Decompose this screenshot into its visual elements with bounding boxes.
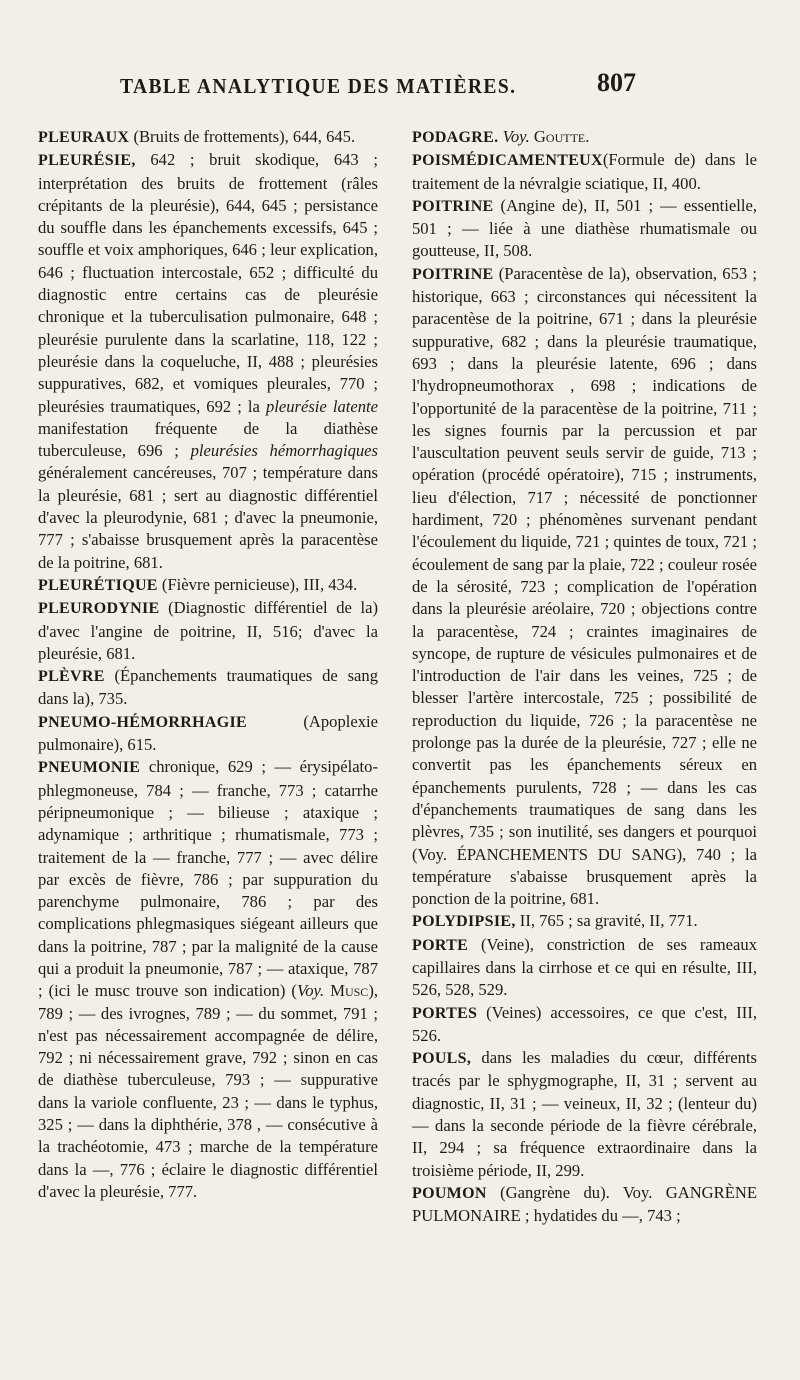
- index-entry: [38, 597, 378, 665]
- entry-text: manifestation fréquente de la diathèse tuberculeuse, 696 ;: [38, 418, 378, 461]
- index-entry: [412, 1002, 757, 1048]
- entry-headword: POUMON: [412, 1184, 487, 1202]
- entry-headword: PNEUMONIE: [38, 759, 141, 777]
- entry-headword: PLEURODYNIE: [38, 600, 160, 618]
- entry-text: (Épanchements traumatiques de sang dans la), 735.: [38, 666, 378, 709]
- entry-text: .: [585, 127, 590, 146]
- right-column: [412, 126, 757, 1228]
- entry-text: II, 765 ; sa gravité, II, 771.: [515, 911, 698, 931]
- page-header: [0, 68, 800, 114]
- index-entry: [412, 1047, 757, 1182]
- entry-text: dans les maladies du cœur, différents tracés par le sphygmographe, II, 31 ; servent au diagnostic, II, 31 ; — veineux, II, 32 ; (lenteur du) — dans la seconde période de la fièvre cérébrale, II, 294 ; sa fréquence extraordinaire dans la troisième période, II, 299.: [412, 1048, 757, 1180]
- index-entry: [38, 574, 378, 597]
- index-entry: [38, 711, 378, 757]
- entry-headword: PLÈVRE: [38, 668, 105, 686]
- index-entry: [412, 934, 757, 1002]
- entry-headword: PORTES: [412, 1004, 478, 1022]
- entry-headword: PODAGRE.: [412, 129, 499, 146]
- entry-headword: PLEURAUX: [38, 129, 130, 146]
- entry-text: (Fièvre pernicieuse), III, 434.: [157, 574, 358, 594]
- index-entry: [412, 195, 757, 263]
- entry-text: (Angine de), II, 501 ; — essentielle, 501 ; — liée à une diathèse rhumatismale ou goutteuse, II, 508.: [412, 195, 757, 261]
- index-entry: [38, 665, 378, 711]
- index-entry: [412, 149, 757, 195]
- index-entry: [38, 126, 378, 149]
- entry-text: (Paracentèse de la), observation, 653 ; historique, 663 ; circonstances qui nécessitent la paracentèse de la poitrine, 671 ; dans la pleurésie suppurative, 682 ; dans la pleurésie traumatique, 693 ; dans la pleurésie latente, 696 ; dans l'hydropneumothorax , 698 ; indications de l'opportunité de la paracentèse de la poitrine, 711 ; les signes fournis par la percussion et par l'auscultation peuvent seuls servir de guide, 713 ; opération (procédé opératoire), 715 ; instruments, lieu d'élection, 717 ; nécessité de ponctionner hardiment, 720 ; phénomènes survenant pendant l'écoulement du liquide, 721 ; quintes de toux, 721 ; écoulement de sang par la plaie, 722 ; couleur rosée de la sérosité, 723 ; complication de l'opération dans la pleurésie aréolaire, 720 ; objections contre la paracentèse, 724 ; craintes imaginaires de syncope, de rupture de vésicules pulmonaires et de l'introduction de l'air dans les veines, 725 ; de blesser l'artère intercostale, 725 ; possibilité de reproduction du liquide, 726 ; la paracentèse ne prolonge pas la durée de la pleurésie, 727 ; elle ne convertit pas les épanchements séreux en épanchements purulents, 728 ; — dans les cas d'épanchements traumatiques de sang dans les plèvres, 735 ; son inutilité, ses dangers et pourquoi (Voy. ÉPANCHEMENTS DU SANG), 740 ; la température s'abaisse brusquement après la ponction de la poitrine, 681.: [412, 263, 757, 909]
- entry-headword: PLEURÉTIQUE: [38, 576, 158, 594]
- entry-headword: PNEUMO-HÉMORRHAGIE: [38, 713, 247, 731]
- entry-text: pleurésie latente: [265, 396, 378, 416]
- entry-headword: POULS,: [412, 1050, 472, 1068]
- entry-headword: PLEURÉSIE,: [38, 152, 136, 170]
- entry-text: Voy.: [502, 127, 530, 146]
- entry-text: (Gangrène du). Voy. GANGRÈNE PULMONAIRE ; hydatides du —, 743 ;: [412, 1182, 757, 1226]
- entry-headword: POLYDIPSIE,: [412, 913, 516, 931]
- entry-text: chronique, 629 ; — érysipélato-phlegmoneuse, 784 ; — franche, 773 ; catarrhe péripneumonique ; — bilieuse ; ataxique ; adynamique ; arthritique ; rhumatismale, 773 ; traitement de la — franche, 777 ; — avec délire par excès de fièvre, 786 ; par suppuration du parenchyme pulmonaire, 786 ; par des complications phlegmasiques siégeant ailleurs que dans la poitrine, 787 ; par la malignité de la cause qui a produit la pneumonie, 787 ; — ataxique, 787 ; (ici le musc trouve son indication) (: [38, 757, 378, 1001]
- entry-text: (Veine), constriction de ses rameaux capillaires dans la cirrhose et ce qui en résulte, III, 526, 528, 529.: [412, 934, 757, 1000]
- entry-text: (Diagnostic différentiel de la) d'avec l'angine de poitrine, II, 516; d'avec la pleurésie, 681.: [38, 598, 378, 663]
- index-entry: [412, 910, 757, 933]
- index-entry: [38, 756, 378, 1203]
- entry-text: Voy.: [296, 981, 325, 1001]
- entry-text: (Formule de) dans le traitement de la névralgie sciatique, II, 400.: [412, 150, 757, 193]
- entry-headword: POISMÉDICAMENTEUX: [412, 152, 603, 170]
- entry-text: Musc: [330, 981, 369, 1001]
- left-column: [38, 126, 378, 1203]
- index-entry: [412, 126, 757, 149]
- entry-text: 642 ; bruit skodique, 643 ; interprétation des bruits de frottement (râles crépitants de la pleurésie), 644, 645 ; persistance du souffle dans les épanchements excessifs, 645 ; souffle et voix amphoriques, 646 ; leur explication, 646 ; fluctuation intercostale, 652 ; difficulté du diagnostic entre certains cas de pleurésie chronique et la tuberculisation pulmonaire, 648 ; pleurésie purulente dans la scarlatine, 118, 122 ; pleurésie dans la coqueluche, II, 488 ; pleurésies suppuratives, 682, et vomiques pleurales, 770 ; pleurésies traumatiques, 692 ; la: [38, 150, 378, 416]
- index-entry: [412, 263, 757, 911]
- entry-text: (Veines) accessoires, ce que c'est, III, 526.: [412, 1002, 757, 1045]
- entry-text: Goutte: [533, 127, 586, 146]
- entry-text: (Bruits de frottements), 644, 645.: [129, 127, 356, 146]
- entry-text: (Apoplexie pulmonaire), 615.: [38, 711, 378, 755]
- entry-text: ), 789 ; — des ivrognes, 789 ; — du sommet, 791 ; n'est pas nécessairement accompagnée de délire, 792 ; ni nécessairement grave, 792 ; sinon en cas de diathèse tuberculeuse, 793 ; — suppurative dans la variole confluente, 23 ; — dans le typhus, 325 ; — dans la diphthérie, 378 , — consécutive à la trachéotomie, 473 ; marche de la température dans la —, 776 ; éclaire le diagnostic différentiel d'avec la pleurésie, 777.: [38, 981, 378, 1201]
- entry-headword: PORTE: [412, 936, 469, 954]
- entry-text: pleurésies hémorrhagiques: [190, 441, 379, 461]
- page-number: 807: [597, 68, 636, 97]
- running-title: TABLE ANALYTIQUE DES MATIÈRES.: [120, 74, 517, 98]
- index-entry: [38, 149, 378, 574]
- entry-text: généralement cancéreuses, 707 ; température dans la pleurésie, 681 ; sert au diagnostic différentiel d'avec la pleurodynie, 681 ; d'avec la pneumonie, 777 ; s'abaisse brusquement après la paracentèse de la poitrine, 681.: [38, 463, 378, 572]
- entry-headword: POITRINE: [412, 197, 494, 215]
- index-entry: [412, 1182, 757, 1228]
- entry-headword: POITRINE: [412, 265, 494, 283]
